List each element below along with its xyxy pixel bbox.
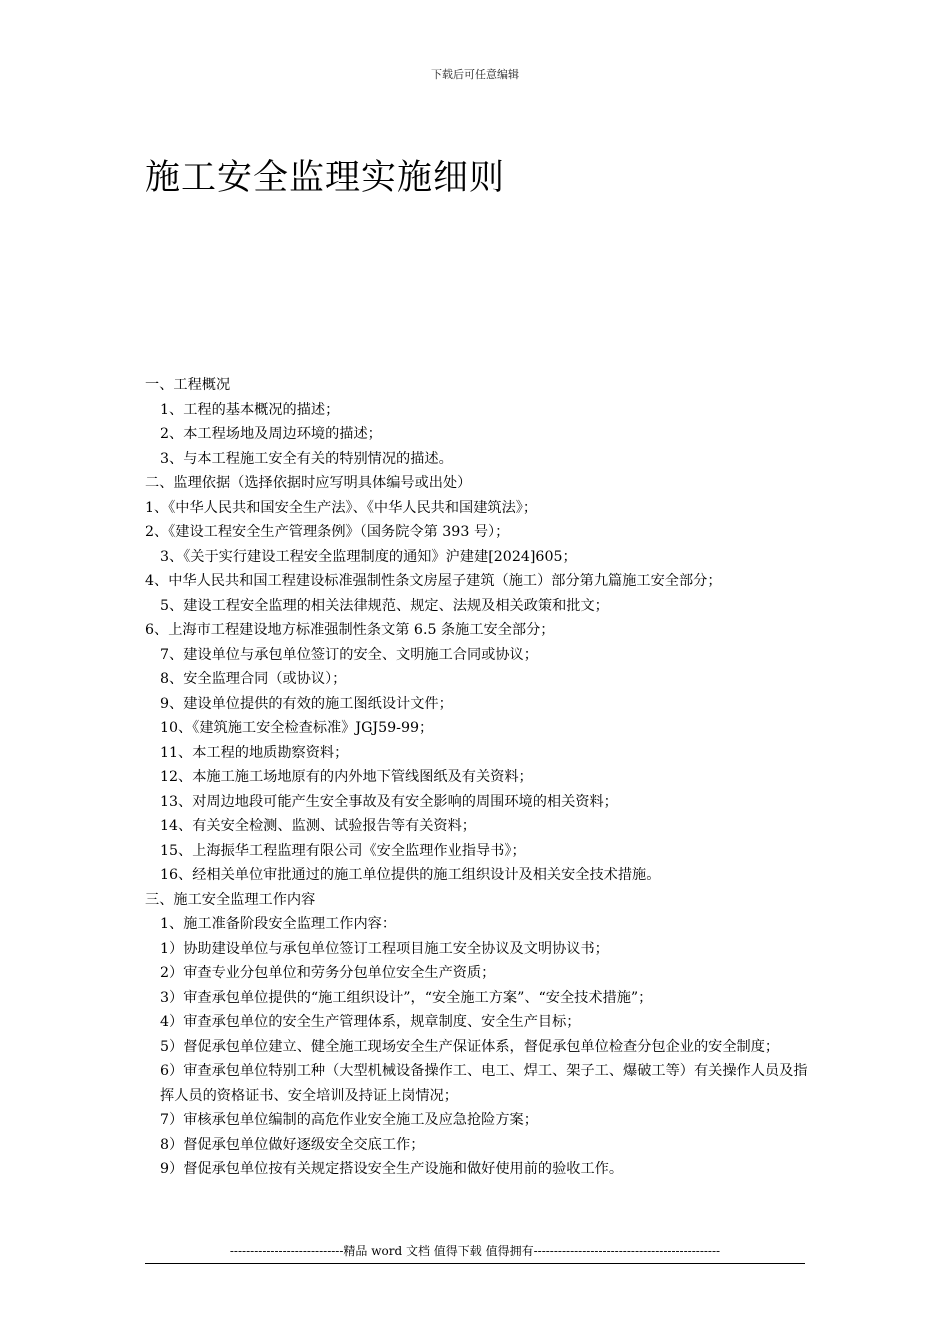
body-line: 一、工程概况 [145, 377, 231, 393]
body-line: 1、施工准备阶段安全监理工作内容： [160, 916, 397, 932]
body-line: 15、上海振华工程监理有限公司《安全监理作业指导书》； [160, 842, 526, 859]
body-line: 4）审查承包单位的安全生产管理体系，规章制度、安全生产目标； [160, 1014, 581, 1030]
body-line: 6）审查承包单位特别工种（大型机械设备操作工、电工、焊工、架子工、爆破工等）有关操作人员及指挥人员的资格证书、安全培训及持证上岗情况； [160, 1063, 808, 1104]
body-line: 3）审查承包单位提供的“施工组织设计”，“安全施工方案”、“安全技术措施”； [160, 989, 653, 1006]
body-line: 2、《建设工程安全生产管理条例》（国务院令第 393 号）； [145, 524, 510, 540]
body-line: 11、本工程的地质勘察资料； [160, 744, 349, 761]
body-line: 3、《关于实行建设工程安全监理制度的通知》沪建建[2024]605； [160, 548, 577, 565]
body-line: 7）审核承包单位编制的高危作业安全施工及应急抢险方案； [160, 1112, 538, 1128]
body-line: 13、对周边地段可能产生安全事故及有安全影响的周围环境的相关资料； [160, 793, 618, 810]
body-line: 三、施工安全监理工作内容 [145, 891, 316, 908]
body-line: 7、建设单位与承包单位签订的安全、文明施工合同或协议； [160, 646, 538, 663]
body-line: 1）协助建设单位与承包单位签订工程项目施工安全协议及文明协议书； [160, 940, 609, 957]
body-line: 12、本施工施工场地原有的内外地下管线图纸及有关资料； [160, 769, 533, 785]
body-line: 4、中华人民共和国工程建设标准强制性条文房屋子建筑（施工）部分第九篇施工安全部分； [145, 573, 722, 589]
body-line: 8、安全监理合同（或协议）； [160, 671, 347, 687]
document-title: 施工安全监理实施细则 [145, 158, 506, 198]
body-line: 9、建设单位提供的有效的施工图纸设计文件； [160, 695, 453, 712]
body-line: 5、建设工程安全监理的相关法律规范、规定、法规及相关政策和批文； [160, 597, 609, 614]
body-line: 3、与本工程施工安全有关的特别情况的描述。 [160, 450, 453, 467]
body-line: 6、上海市工程建设地方标准强制性条文第 6.5 条施工安全部分； [145, 622, 555, 638]
body-line: 9）督促承包单位按有关规定搭设安全生产设施和做好使用前的验收工作。 [160, 1161, 624, 1177]
body-line: 1、工程的基本概况的描述； [160, 401, 340, 418]
body-line: 1、《中华人民共和国安全生产法》、《中华人民共和国建筑法》； [145, 499, 538, 516]
document-body [145, 373, 815, 1182]
body-line: 2、本工程场地及周边环境的描述； [160, 426, 382, 442]
body-line: 14、有关安全检测、监测、试验报告等有关资料； [160, 818, 476, 834]
footer-note: ----------------------------精品 word 文档 值得下载 值得拥有---------------------------------------------- [145, 1242, 805, 1264]
body-line: 8）督促承包单位做好逐级安全交底工作； [160, 1136, 425, 1153]
header-note: 下载后可任意编辑 [431, 68, 519, 81]
body-line: 2）审查专业分包单位和劳务分包单位安全生产资质； [160, 965, 496, 981]
body-line: 二、监理依据（选择依据时应写明具体编号或出处） [145, 475, 472, 491]
body-line: 10、《建筑施工安全检查标准》JGJ59-99； [160, 720, 434, 736]
body-line: 5）督促承包单位建立、健全施工现场安全生产保证体系，督促承包单位检查分包企业的安全制度； [160, 1038, 780, 1055]
body-line: 16、经相关单位审批通过的施工单位提供的施工组织设计及相关安全技术措施。 [160, 867, 661, 883]
